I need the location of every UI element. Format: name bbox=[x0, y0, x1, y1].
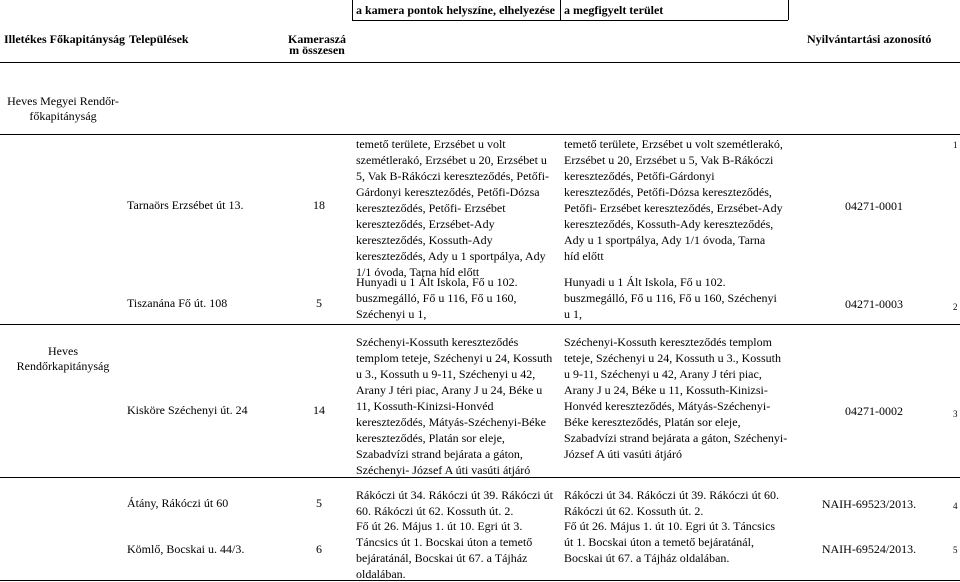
location-line: Széchenyi-Kossuth kereszteződés bbox=[356, 335, 519, 349]
header-bottom-border bbox=[0, 62, 960, 63]
area-line: József A úti vasúti átjáró bbox=[564, 447, 682, 461]
row-number: 4 bbox=[953, 501, 958, 511]
location-line: Táncsics út 1. Bocskai úton a temető bbox=[356, 535, 533, 549]
location-line: Széchenyi u 1, bbox=[356, 307, 427, 321]
row-number: 1 bbox=[953, 140, 958, 150]
location-cell bbox=[356, 274, 518, 322]
area-line: u 9-11, Széchenyi u 42, Arany J téri piac, bbox=[564, 367, 762, 381]
area-line: Erzsébet u 20, Erzsébet u 5, Vak B-Rákóczi bbox=[564, 153, 774, 167]
camera-count-cell: 18 bbox=[313, 198, 325, 212]
location-line: kereszteződés, Petőfi- Erzsébet bbox=[356, 201, 506, 215]
registry-id-cell: 04271-0001 bbox=[845, 199, 903, 213]
location-cell bbox=[356, 136, 549, 280]
col-divider-3 bbox=[352, 0, 353, 20]
location-line: buszmegálló, Fő u 116, Fő u 160, bbox=[356, 291, 517, 305]
header-cell-telepulesek: Települések bbox=[129, 32, 189, 46]
settlement-cell: Tiszanána Fő út. 108 bbox=[127, 296, 228, 310]
location-line: bejáratánál, Bocskai út 67. a Tájház bbox=[356, 551, 528, 565]
area-line: Széchenyi-Kossuth kereszteződés templom bbox=[564, 335, 772, 349]
location-line: 1/1 óvoda, Tarna híd előtt bbox=[356, 265, 480, 279]
area-line: kereszteződés, Kossuth-Ady kereszteződés, bbox=[564, 217, 774, 231]
area-line: buszmegálló, Fő u 116, Fő u 160, Széchenyi bbox=[564, 291, 777, 305]
location-cell bbox=[356, 334, 552, 478]
region-heves-rk-l1: Heves bbox=[48, 344, 78, 358]
location-line: Hunyadi u 1 Ált Iskola, Fő u 102. bbox=[356, 275, 518, 289]
location-cell bbox=[356, 487, 553, 519]
registry-id-cell: NAIH-69524/2013. bbox=[821, 542, 917, 556]
location-line: Szabadvízi strand bejárata a gáton, bbox=[356, 447, 523, 461]
col-divider-4 bbox=[560, 0, 561, 20]
location-line: 11, Kossuth-Kinizsi-Honvéd bbox=[356, 399, 494, 413]
camera-count-cell: 14 bbox=[313, 403, 325, 417]
location-line: Arany J téri piac, Arany J u 24, Béke u bbox=[356, 383, 543, 397]
camera-count-cell: 5 bbox=[316, 496, 322, 510]
area-line: Rákóczi út 62. Kossuth út. 2. bbox=[564, 504, 704, 518]
settlement-cell: Tarnaörs Erzsébet út 13. bbox=[127, 198, 244, 212]
camera-count-cell: 5 bbox=[316, 296, 322, 310]
col-divider-5 bbox=[788, 0, 789, 20]
area-line: Rákóczi út 34. Rákóczi út 39. Rákóczi út 60. bbox=[564, 488, 779, 502]
registry-id-cell: 04271-0002 bbox=[845, 404, 903, 418]
location-line: kereszteződés, Mátyás-Széchenyi-Béke bbox=[356, 415, 546, 429]
row-number: 2 bbox=[953, 302, 958, 312]
camera-count-cell: 6 bbox=[316, 542, 322, 556]
area-line: u 1, bbox=[564, 307, 582, 321]
location-line: Gárdonyi kereszteződés, Petőfi-Dózsa bbox=[356, 185, 540, 199]
area-line: Honvéd kereszteződés, Mátyás-Széchenyi- bbox=[564, 399, 771, 413]
location-line: Rákóczi út 34. Rákóczi út 39. Rákóczi út bbox=[356, 488, 553, 502]
location-cell bbox=[356, 518, 532, 582]
area-line: kereszteződés, Petőfi-Gárdonyi bbox=[564, 169, 715, 183]
settlement-cell: Átány, Rákóczi út 60 bbox=[127, 496, 229, 510]
header-cell-helyszin: a kamera pontok helyszíne, elhelyezése bbox=[356, 3, 555, 17]
area-line: Ady u 1 sportpálya, Ady 1/1 óvoda, Tarna bbox=[564, 233, 766, 247]
area-line: temető területe, Erzsébet u volt szemétlerakó, bbox=[564, 137, 783, 151]
location-line: 60. Rákóczi út 62. Kossuth út. 2. bbox=[356, 504, 514, 518]
header-cell-kameraszam-l1: Kameraszá bbox=[288, 32, 346, 46]
location-line: templom teteje, Széchenyi u 24, Kossuth bbox=[356, 351, 553, 365]
area-line: Petőfi- Erzsébet kereszteződés, Erzsébet-Ady bbox=[564, 201, 783, 215]
header-cell-kapitanysag: Illetékes Főkapitányság bbox=[4, 32, 126, 46]
area-cell bbox=[564, 518, 775, 566]
area-line: Arany J u 24, Béke u 11, Kossuth-Kinizsi- bbox=[564, 383, 768, 397]
region-heves-megyei-l1: Heves Megyei Rendőr- bbox=[7, 94, 119, 108]
location-line: oldalában. bbox=[356, 567, 406, 581]
row2-bottom-border bbox=[0, 324, 960, 325]
area-cell bbox=[564, 136, 783, 264]
location-line: temető területe, Erzsébet u volt bbox=[356, 137, 506, 151]
registry-id-cell: 04271-0003 bbox=[845, 297, 903, 311]
location-line: kereszteződés, Erzsébet-Ady bbox=[356, 217, 495, 231]
area-line: Bocskai út 67. a Tájház oldalában. bbox=[564, 551, 730, 565]
header-cell-kameraszam-l2: m összesen bbox=[289, 43, 345, 57]
area-line: Szabadvízi strand bejárata a gáton, Széchenyi- bbox=[564, 431, 788, 445]
location-line: kereszteződés, Platán sor eleje, bbox=[356, 431, 505, 445]
location-line: u 3., Kossuth u 9-11, Széchenyi u 42, bbox=[356, 367, 536, 381]
row-number: 5 bbox=[953, 545, 958, 555]
header-cell-terulet: a megfigyelt terület bbox=[564, 3, 664, 17]
settlement-cell: Kisköre Széchenyi út. 24 bbox=[127, 403, 248, 417]
location-line: kereszteződés, Ady u 1 sportpálya, Ady bbox=[356, 249, 546, 263]
area-cell bbox=[564, 334, 787, 462]
location-line: kereszteződés, Kossuth-Ady bbox=[356, 233, 493, 247]
header-top-divider bbox=[352, 20, 788, 21]
location-line: Fő út 26. Május 1. út 10. Egri út 3. bbox=[356, 519, 523, 533]
area-line: Béke kereszteződés, Platán sor eleje, bbox=[564, 415, 741, 429]
area-line: teteje, Széchenyi u 24, Kossuth u 3., Kossuth bbox=[564, 351, 781, 365]
area-cell bbox=[564, 274, 777, 322]
area-line: híd előtt bbox=[564, 249, 604, 263]
location-line: szemétlerakó, Erzsébet u 20, Erzsébet u bbox=[356, 153, 547, 167]
settlement-cell: Kömlő, Bocskai u. 44/3. bbox=[127, 542, 245, 556]
area-line: út 1. Bocskai úton a temető bejáratánál, bbox=[564, 535, 754, 549]
area-line: Hunyadi u 1 Ált Iskola, Fő u 102. bbox=[564, 275, 726, 289]
location-line: 5, Vak B-Rákóczi kereszteződés, Petőfi- bbox=[356, 169, 550, 183]
area-cell bbox=[564, 487, 779, 519]
registry-id-cell: NAIH-69523/2013. bbox=[821, 497, 917, 511]
location-line: Széchenyi- József A úti vasúti átjáró bbox=[356, 463, 531, 477]
region-heves-megyei-l2: főkapitányság bbox=[29, 109, 97, 123]
row-number: 3 bbox=[953, 409, 958, 419]
header-cell-azonosito: Nyilvántartási azonosító bbox=[807, 32, 932, 46]
region-heves-rk-l2: Rendőrkapitányság bbox=[16, 359, 110, 373]
area-line: kereszteződés, Petőfi-Dózsa kereszteződés, bbox=[564, 185, 772, 199]
region-top-border bbox=[0, 134, 960, 135]
area-line: Fő út 26. Május 1. út 10. Egri út 3. Táncsics bbox=[564, 519, 776, 533]
